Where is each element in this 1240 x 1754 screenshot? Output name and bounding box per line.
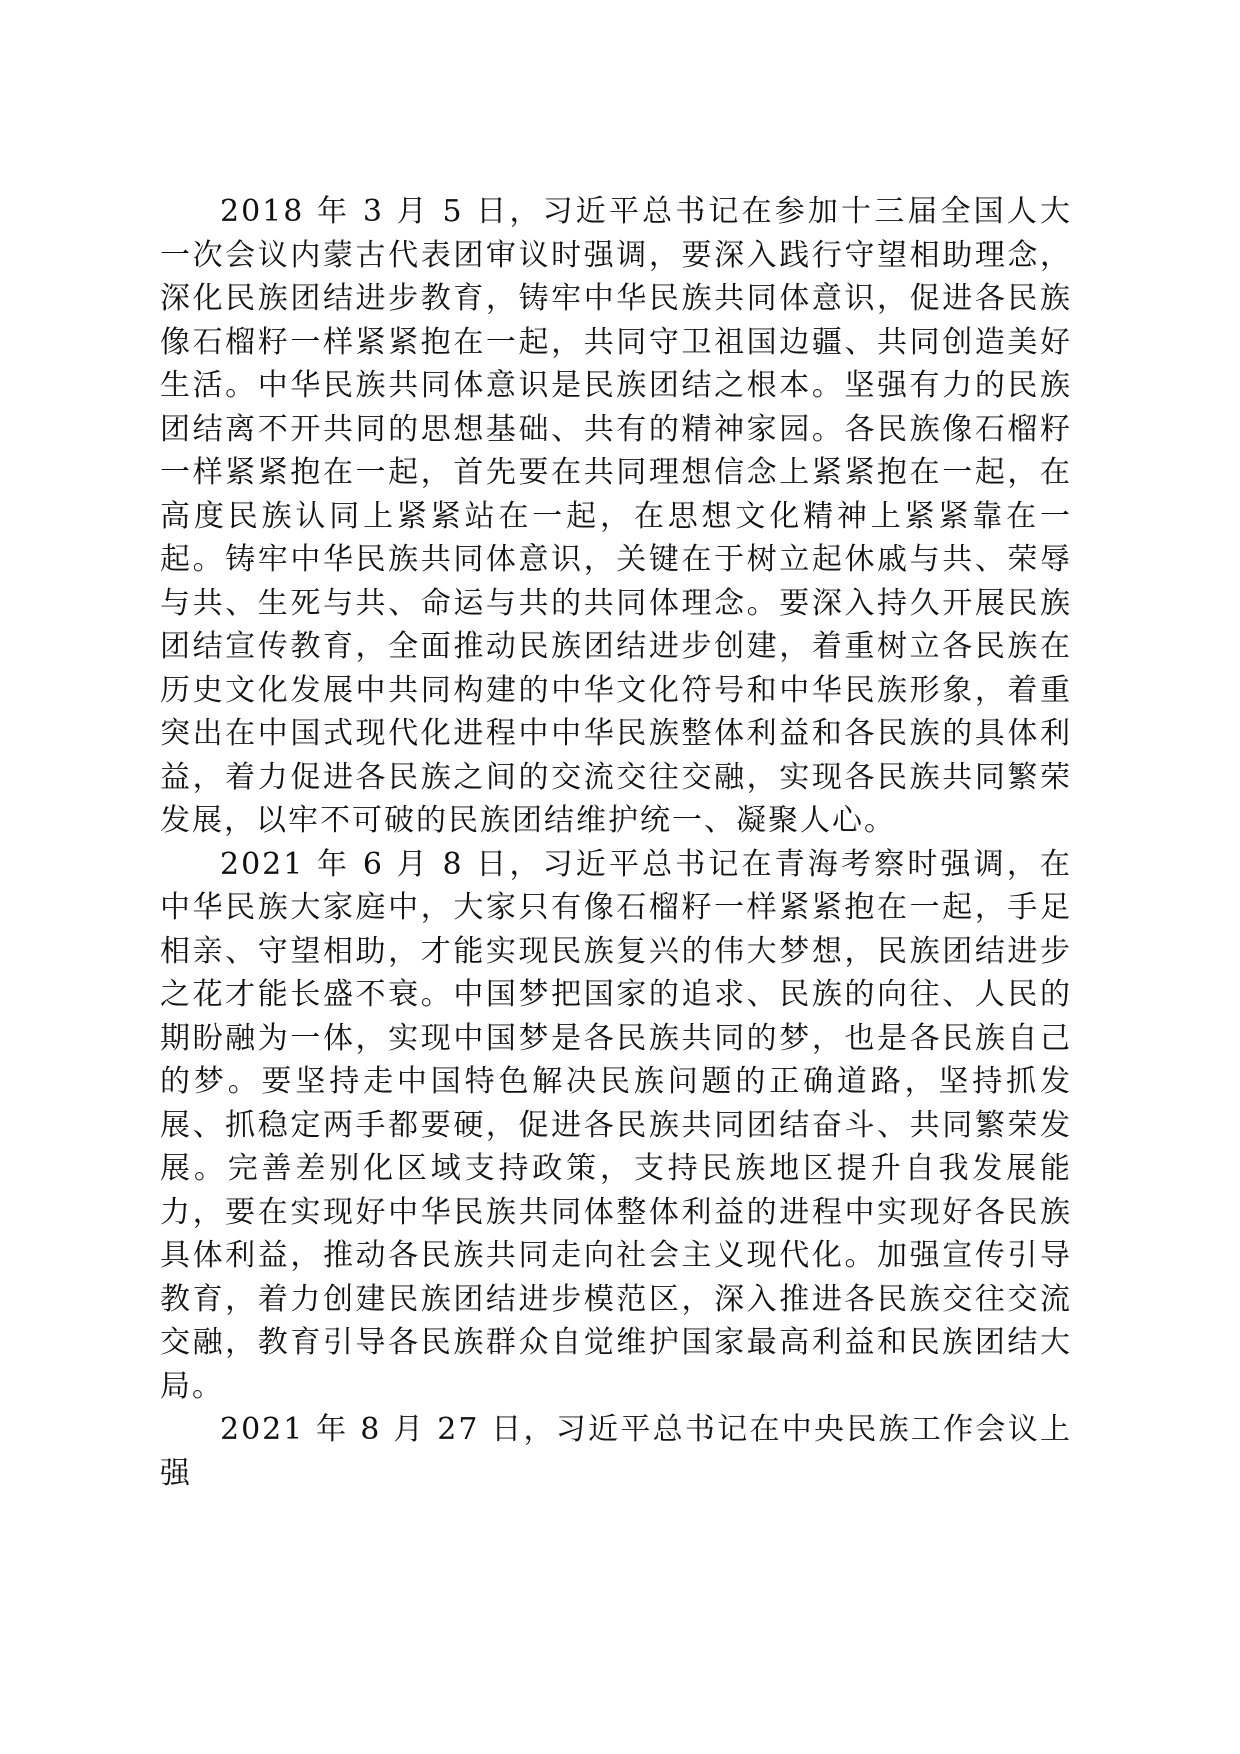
paragraph-2018-inner-mongolia: 2018 年 3 月 5 日，习近平总书记在参加十三届全国人大一次会议内蒙古代表团审议时强调，要深入践行守望相助理念，深化民族团结进步教育，铸牢中华民族共同体意识，促进各民族像石榴籽一样紧紧抱在一起，共同守卫祖国边疆、共同创造美好生活。中华民族共同体意识是民族团结之根本。坚强有力的民族团结离不开共同的思想基础、共有的精神家园。各民族像石榴籽一样紧紧抱在一起，首先要在共同理想信念上紧紧抱在一起，在高度民族认同上紧紧站在一起，在思想文化精神上紧紧靠在一起。铸牢中华民族共同体意识，关键在于树立起休戚与共、荣辱与共、生死与共、命运与共的共同体理念。要深入持久开展民族团结宣传教育，全面推动民族团结进步创建，着重树立各民族在历史文化发展中共同构建的中华文化符号和中华民族形象，着重突出在中国式现代化进程中中华民族整体利益和各民族的具体利益，着力促进各民族之间的交流交往交融，实现各民族共同繁荣发展，以牢不可破的民族团结维护统一、凝聚人心。 (160, 194, 1072, 838)
document-body (160, 190, 1072, 1495)
paragraph-2021-qinghai: 2021 年 6 月 8 日，习近平总书记在青海考察时强调，在中华民族大家庭中，大家只有像石榴籽一样紧紧抱在一起，手足相亲、守望相助，才能实现民族复兴的伟大梦想，民族团结进步之花才能长盛不衰。中国梦把国家的追求、民族的向往、人民的期盼融为一体，实现中国梦是各民族共同的梦，也是各民族自己的梦。要坚持走中国特色解决民族问题的正确道路，坚持抓发展、抓稳定两手都要硬，促进各民族共同团结奋斗、共同繁荣发展。完善差别化区域支持政策，支持民族地区提升自我发展能力，要在实现好中华民族共同体整体利益的进程中实现好各民族具体利益，推动各民族共同走向社会主义现代化。加强宣传引导教育，着力创建民族团结进步模范区，深入推进各民族交往交流交融，教育引导各民族群众自觉维护国家最高利益和民族团结大局。 (160, 846, 1072, 1404)
paragraph-2021-central-conference: 2021 年 8 月 27 日，习近平总书记在中央民族工作会议上强 (160, 1412, 1072, 1491)
